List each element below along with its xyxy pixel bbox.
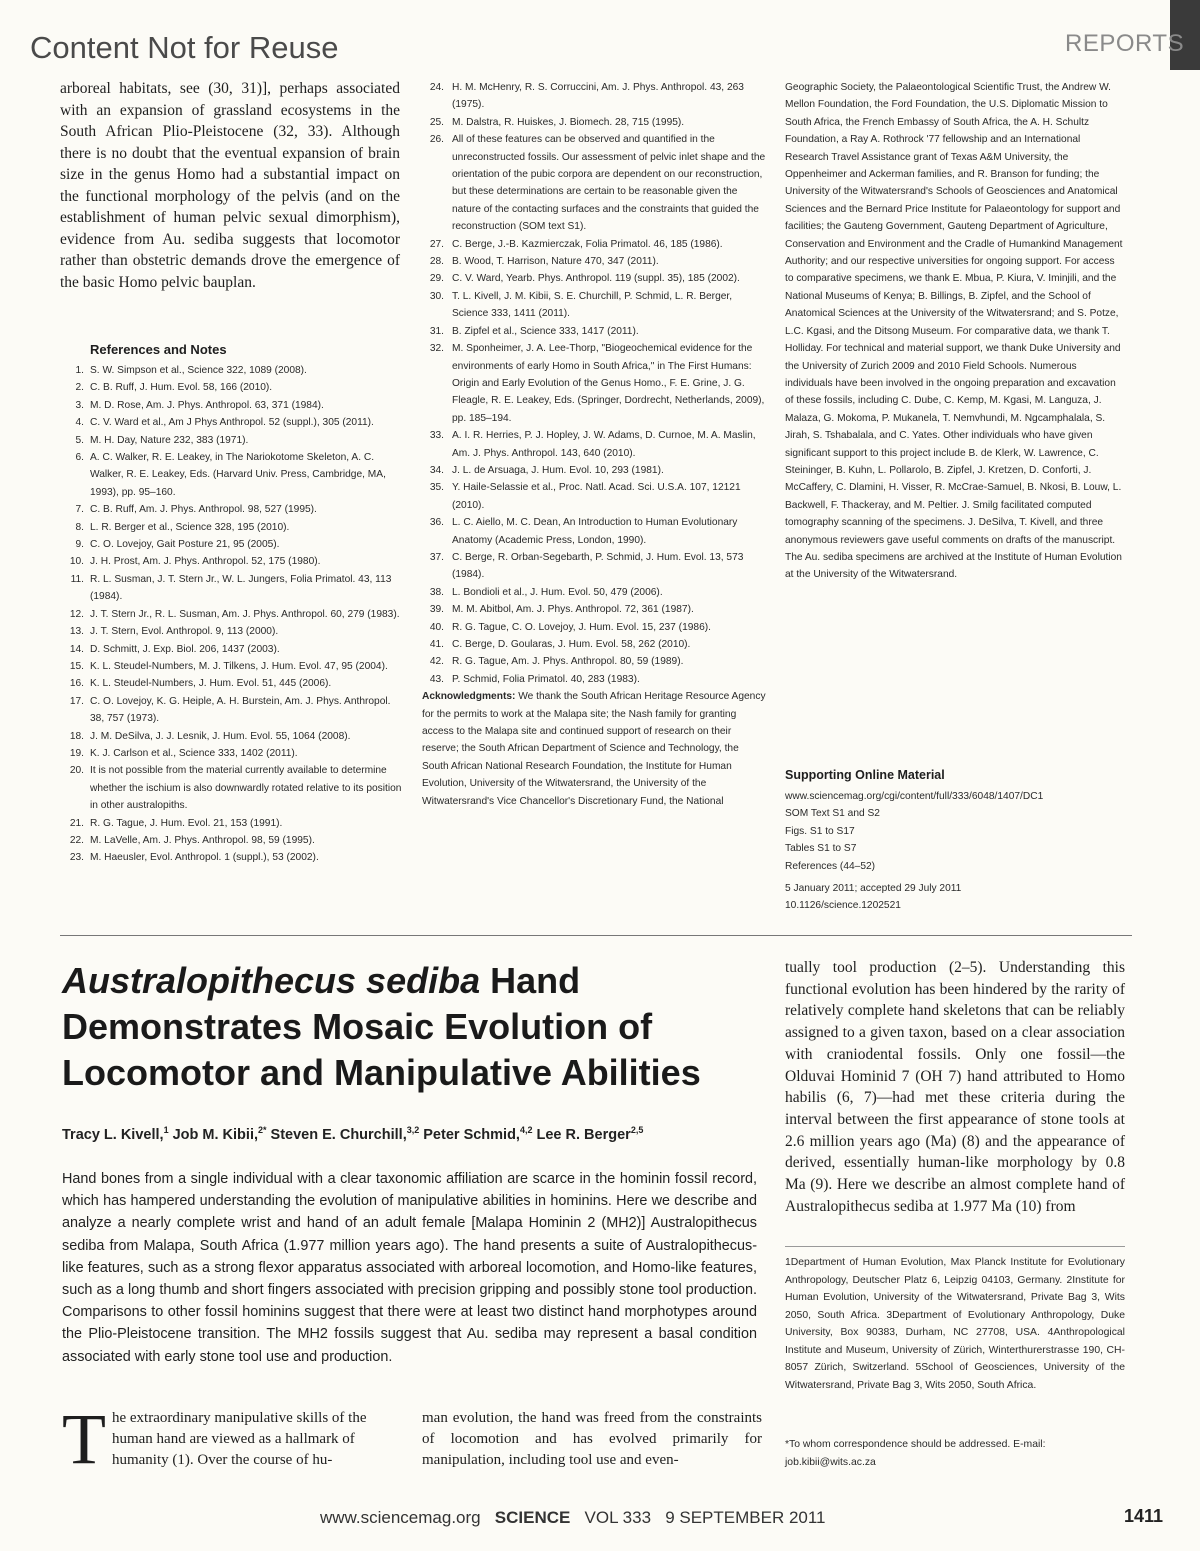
reference-item bbox=[62, 397, 402, 414]
reference-number: 9. bbox=[75, 539, 84, 551]
title-species: Australopithecus sediba bbox=[62, 960, 481, 1001]
reference-item bbox=[422, 549, 767, 584]
author-affil: 4,2 bbox=[519, 1125, 533, 1135]
footer-date: 9 SEPTEMBER 2011 bbox=[665, 1508, 826, 1527]
reference-item bbox=[422, 671, 767, 688]
author: Steven E. Churchill, bbox=[270, 1126, 407, 1143]
reference-number: 8. bbox=[75, 521, 84, 533]
reference-item bbox=[62, 623, 402, 640]
reference-text: R. G. Tague, Am. J. Phys. Anthropol. 80, 59 (1989). bbox=[452, 656, 684, 668]
title-rest: Hand Demonstrates Mosaic Evolution of Locomotor and Manipulative Abilities bbox=[62, 960, 701, 1093]
reference-item bbox=[422, 479, 767, 514]
footer-url[interactable]: www.sciencemag.org bbox=[320, 1508, 481, 1527]
acknowledgments bbox=[422, 688, 767, 810]
reference-text: C. B. Ruff, J. Hum. Evol. 58, 166 (2010). bbox=[90, 382, 273, 394]
reference-item bbox=[422, 514, 767, 549]
reference-number: 40. bbox=[429, 621, 444, 633]
reference-number: 12. bbox=[69, 608, 84, 620]
reference-item bbox=[422, 462, 767, 479]
reference-number: 39. bbox=[429, 604, 444, 616]
reference-number: 13. bbox=[69, 626, 84, 638]
som-list bbox=[785, 788, 1043, 875]
reference-number: 15. bbox=[69, 660, 84, 672]
som-heading: Supporting Online Material bbox=[785, 768, 945, 782]
page-footer bbox=[320, 1508, 826, 1528]
reference-item bbox=[422, 288, 767, 323]
reference-item bbox=[62, 553, 402, 570]
author: Lee R. Berger bbox=[536, 1126, 631, 1143]
reference-number: 34. bbox=[429, 464, 444, 476]
author-affil: 1 bbox=[163, 1125, 169, 1135]
reference-item bbox=[422, 653, 767, 670]
acknowledgments-label: Acknowledgments: bbox=[422, 691, 516, 703]
reference-item bbox=[62, 745, 402, 762]
references-list-col2 bbox=[422, 79, 767, 810]
author: Tracy L. Kivell, bbox=[62, 1126, 164, 1143]
reference-text: M. H. Day, Nature 232, 383 (1971). bbox=[90, 434, 249, 446]
footer-volume: VOL 333 bbox=[584, 1508, 652, 1527]
reference-text: C. Berge, D. Goularas, J. Hum. Evol. 58, 262 (2010). bbox=[452, 639, 691, 650]
previous-article-text: arboreal habitats, see (30, 31)], perhaps associated with an expansion of grassland ecosystems in the South African Plio-Pleistocene (32, 33). Although there is no doubt that the eventual expansion of brain size in the genus Homo had a substantial impact on the functional morphology of the pelvis (and on the establishment of human pelvic sexual dimorphism), evidence from Au. sediba suggests that locomotor rather than obstetric demands drove the emergence of the basic Homo pelvic bauplan. bbox=[60, 80, 400, 291]
reference-text: D. Schmitt, J. Exp. Biol. 206, 1437 (2003). bbox=[90, 643, 280, 655]
abstract: Hand bones from a single individual with a clear taxonomic affiliation are scarce in the hominin fossil record, which has hampered understanding the evolution of manipulative abilities in hominins. Here we describe and analyze a nearly complete wrist and hand of an adult female [Malapa Hominin 2 (MH2)] Australopithecus sediba from Malapa, South Africa (1.977 million years ago). The hand presents a suite of Australopithecus-like features, such as a strong flexor apparatus associated with arboreal locomotion, and Homo-like features, such as a long thumb and short fingers associated with precision gripping and possibly stone tool production. Comparisons to other fossil hominins suggest that there were at least two distinct hand morphotypes around the Plio-Pleistocene transition. The MH2 fossils suggest that Au. sediba may represent a basal condition associated with early stone tool use and production. bbox=[62, 1171, 757, 1365]
author-affil: 2* bbox=[258, 1125, 267, 1135]
reference-number: 29. bbox=[429, 273, 444, 285]
reference-text: M. M. Abitbol, Am. J. Phys. Anthropol. 72, 361 (1987). bbox=[452, 604, 694, 616]
received-accepted: 5 January 2011; accepted 29 July 2011 bbox=[785, 883, 962, 894]
reference-item bbox=[62, 849, 402, 866]
reference-number: 10. bbox=[69, 556, 84, 568]
reference-text: J. H. Prost, Am. J. Phys. Anthropol. 52, 175 (1980). bbox=[90, 556, 321, 568]
reference-item bbox=[62, 519, 402, 536]
reference-item bbox=[422, 340, 767, 427]
reference-text: B. Zipfel et al., Science 333, 1417 (2011). bbox=[452, 325, 639, 337]
reference-text: J. M. DeSilva, J. J. Lesnik, J. Hum. Evol. 55, 1064 (2008). bbox=[90, 730, 351, 742]
reference-text: It is not possible from the material currently available to determine whether the ischium is also downwardly rotated relative to its position in other australopiths. bbox=[90, 765, 402, 812]
reference-text: H. M. McHenry, R. S. Corruccini, Am. J. Phys. Anthropol. 43, 263 (1975). bbox=[452, 82, 744, 111]
reference-number: 31. bbox=[429, 325, 444, 337]
reference-item bbox=[62, 432, 402, 449]
author-list bbox=[62, 1125, 643, 1143]
article-divider bbox=[60, 935, 1132, 936]
reference-item bbox=[62, 728, 402, 745]
reference-number: 6. bbox=[75, 452, 84, 464]
references-list-col1 bbox=[62, 362, 402, 867]
reference-item bbox=[62, 675, 402, 692]
reference-text: J. L. de Arsuaga, J. Hum. Evol. 10, 293 (1981). bbox=[452, 464, 664, 476]
reference-text: C. Berge, R. Orban-Segebarth, P. Schmid, J. Hum. Evol. 13, 573 (1984). bbox=[452, 551, 744, 581]
reference-number: 37. bbox=[429, 551, 444, 563]
reference-number: 36. bbox=[429, 517, 444, 529]
reference-item bbox=[62, 362, 402, 379]
reference-text: C. Berge, J.-B. Kazmierczak, Folia Primatol. 46, 185 (1986). bbox=[452, 238, 723, 250]
reference-number: 28. bbox=[429, 256, 444, 268]
doi: 10.1126/science.1202521 bbox=[785, 900, 901, 912]
reference-item bbox=[62, 693, 402, 728]
intro-text-1: he extraordinary manipulative skills of the human hand are viewed as a hallmark of humanity (1). Over the course of hu- bbox=[111, 1410, 367, 1468]
reference-text: M. Dalstra, R. Huiskes, J. Biomech. 28, 715 (1995). bbox=[452, 116, 685, 128]
reference-item bbox=[422, 114, 767, 131]
reference-item bbox=[422, 270, 767, 287]
reference-number: 5. bbox=[75, 434, 84, 446]
acknowledgments-text-1: We thank the South African Heritage Resource Agency for the permits to work at the Malapa site; the Nash family for granting access to the Malapa site and continued support of research on their reserve; the South African Department of Science and Technology, the South African National Research Foundation, the Institute for Human Evolution, University of the Witwatersrand, the University of the Witwatersrand's Vice Chancellor's Discretionary Fund, the National bbox=[422, 691, 766, 807]
reference-item bbox=[422, 253, 767, 270]
drop-cap: T bbox=[62, 1399, 106, 1479]
reference-text: B. Wood, T. Harrison, Nature 470, 347 (2011). bbox=[452, 256, 659, 268]
reference-text: C. B. Ruff, Am. J. Phys. Anthropol. 98, 527 (1995). bbox=[90, 504, 317, 516]
reference-number: 1. bbox=[75, 365, 84, 376]
reference-item bbox=[62, 832, 402, 849]
reference-text: M. Haeusler, Evol. Anthropol. 1 (suppl.), 53 (2002). bbox=[90, 852, 319, 864]
reference-number: 4. bbox=[75, 417, 84, 429]
reference-item bbox=[62, 762, 402, 814]
reference-item bbox=[422, 584, 767, 601]
reference-text: C. V. Ward et al., Am J Phys Anthropol. 52 (suppl.), 305 (2011). bbox=[90, 417, 374, 429]
reference-text: A. I. R. Herries, P. J. Hopley, J. W. Adams, D. Curnoe, M. A. Maslin, Am. J. Phys. Anthropol. 143, 640 (2010). bbox=[452, 430, 756, 459]
reference-item bbox=[62, 571, 402, 606]
reference-item bbox=[62, 501, 402, 518]
reference-text: K. L. Steudel-Numbers, M. J. Tilkens, J. Hum. Evol. 47, 95 (2004). bbox=[90, 660, 388, 672]
reference-number: 33. bbox=[429, 430, 444, 442]
reference-number: 27. bbox=[429, 238, 444, 250]
reference-item bbox=[422, 636, 767, 653]
intro-col3: tually tool production (2–5). Understanding this functional evolution has been hindered by the rarity of relatively complete hand skeletons that can be reliably assigned to a given taxon, based on a clear association with craniodental fossils. Only one fossil—the Olduvai Hominid 7 (OH 7) hand attributed to Homo habilis (6, 7)—had met these criteria during the interval between the first appearance of stone tools at 2.6 million years ago (Ma) (8) and the appearance of derived, essentially human-like morphology by 0.8 Ma (9). Here we describe an almost complete hand of Australopithecus sediba at 1.977 Ma (10) from bbox=[785, 959, 1125, 1215]
reference-text: M. LaVelle, Am. J. Phys. Anthropol. 98, 59 (1995). bbox=[90, 834, 315, 846]
author-affil: 3,2 bbox=[406, 1125, 420, 1135]
reference-item bbox=[422, 236, 767, 253]
author: Peter Schmid, bbox=[423, 1126, 520, 1143]
reference-item bbox=[62, 414, 402, 431]
author-affil: 2,5 bbox=[630, 1125, 644, 1135]
watermark-header: Content Not for Reuse bbox=[30, 30, 339, 65]
correspondence: *To whom correspondence should be addressed. E-mail: job.kibii@wits.ac.za bbox=[785, 1439, 1046, 1468]
reference-number: 30. bbox=[429, 290, 444, 302]
reference-text: K. J. Carlson et al., Science 333, 1402 (2011). bbox=[90, 747, 298, 759]
reference-text: R. G. Tague, J. Hum. Evol. 21, 153 (1991). bbox=[90, 817, 283, 829]
reference-number: 16. bbox=[69, 678, 84, 690]
reference-number: 11. bbox=[70, 573, 84, 585]
reference-text: C. O. Lovejoy, K. G. Heiple, A. H. Burstein, Am. J. Phys. Anthropol. 38, 757 (1973). bbox=[90, 695, 391, 725]
reference-number: 2. bbox=[75, 382, 84, 394]
intro-col2: man evolution, the hand was freed from the constraints of locomotion and has evolved primarily for manipulation, including tool use and even- bbox=[422, 1410, 762, 1468]
reference-text: R. G. Tague, C. O. Lovejoy, J. Hum. Evol. 15, 237 (1986). bbox=[452, 621, 711, 633]
footer-journal: SCIENCE bbox=[494, 1508, 571, 1527]
reference-text: A. C. Walker, R. E. Leakey, in The Nariokotome Skeleton, A. C. Walker, R. E. Leakey, Eds. (Harvard Univ. Press, Cambridge, MA, 1993), pp. 95–160. bbox=[90, 452, 386, 498]
reference-number: 35. bbox=[429, 482, 444, 494]
references-heading: References and Notes bbox=[90, 342, 227, 357]
reference-number: 20. bbox=[69, 765, 84, 777]
som-item: Tables S1 to S7 bbox=[785, 843, 857, 855]
reference-text: M. Sponheimer, J. A. Lee-Thorp, "Biogeochemical evidence for the environments of early Homo in South Africa," in The First Humans: Origin and Early Evolution of the Genus Homo., F. E. Grine, J. G. Fleagle, R. E. Leakey, Eds. (Springer, Dordrecht, Netherlands, 2009), pp. 185–194. bbox=[452, 343, 765, 424]
acknowledgments-text-2: Geographic Society, the Palaeontological Scientific Trust, the Andrew W. Mellon Foundation, the Ford Foundation, the U.S. Diplomatic Mission to South Africa, the French Embassy of South Africa, the A. H. Schultz Foundation, a Ray A. Rothrock '77 fellowship and an International Research Travel Assistance grant of Texas A&M University, the Oppenheimer and Ackerman families, and R. Branson for funding; the University of the Witwatersrand's Schools of Geosciences and Anatomical Sciences and the Bernard Price Institute for Palaeontology for support and facilities; the Gauteng Government, Gauteng Department of Agriculture, Conservation and Environment and the Cradle of Humankind Management Authority; and our respective universities for ongoing support. For access to comparative specimens, we thank E. Mbua, P. Kiura, V. Iminjili, and the National Museums of Kenya; B. Billings, B. Zipfel, and the School of Anatomical Sciences at the University of the Witwatersrand; and S. Potze, L.C. Kgasi, and the Ditsong Museum. For comparative data, we thank T. Holliday. For technical and material support, we thank Duke University and the University of Zurich 2009 and 2010 Field Schools. Numerous individuals have been involved in the ongoing preparation and excavation of these fossils, including C. Dube, C. Kemp, M. Kgasi, M. Languza, J. Malaza, G. Mokoma, P. Mukanela, T. Nemvhundi, M. Ngcamphalala, S. Jirah, S. Tshabalala, and C. Yates. Other individuals who have given significant support to this project include B. de Klerk, W. Lawrence, C. Steininger, B. Kuhn, L. Pollarolo, B. Zipfel, J. Kretzen, D. Conforti, J. McCaffery, C. Dlamini, H. Visser, R. McCrae-Samuel, B. Nkosi, B. Louw, L. Backwell, F. Thackeray, and M. Peltier. J. Smilg facilitated computed tomography scanning of the specimens. J. DeSilva, T. Kivell, and three anonymous reviewers gave useful comments on drafts of the manuscript. The Au. sediba specimens are archived at the Institute of Human Evolution at the University of the Witwatersrand. bbox=[785, 82, 1123, 581]
reference-number: 26. bbox=[429, 134, 444, 146]
reference-number: 38. bbox=[429, 586, 444, 598]
reference-number: 17. bbox=[69, 695, 84, 707]
reference-text: T. L. Kivell, J. M. Kibii, S. E. Churchill, P. Schmid, L. R. Berger, Science 333, 1411 (2011). bbox=[452, 290, 733, 320]
reference-number: 24. bbox=[429, 82, 444, 93]
som-item: References (44–52) bbox=[785, 860, 876, 872]
reference-item bbox=[422, 323, 767, 340]
reference-text: S. W. Simpson et al., Science 322, 1089 (2008). bbox=[90, 365, 307, 376]
reference-text: J. T. Stern Jr., R. L. Susman, Am. J. Phys. Anthropol. 60, 279 (1983). bbox=[90, 608, 400, 620]
reference-item bbox=[62, 815, 402, 832]
reference-number: 25. bbox=[429, 116, 444, 128]
reference-number: 7. bbox=[75, 504, 84, 516]
reference-number: 23. bbox=[69, 852, 84, 864]
reference-text: Y. Haile-Selassie et al., Proc. Natl. Acad. Sci. U.S.A. 107, 12121 (2010). bbox=[452, 482, 741, 511]
reference-item bbox=[62, 658, 402, 675]
reference-item bbox=[62, 606, 402, 623]
reference-text: R. L. Susman, J. T. Stern Jr., W. L. Jungers, Folia Primatol. 43, 113 (1984). bbox=[90, 573, 392, 603]
reference-item bbox=[62, 379, 402, 396]
reference-number: 21. bbox=[69, 817, 84, 829]
reference-item bbox=[62, 449, 402, 501]
affiliations: 1Department of Human Evolution, Max Planck Institute for Evolutionary Anthropology, Deutscher Platz 6, Leipzig 04103, Germany. 2Institute for Human Evolution, University of the Witwatersrand, Private Bag 3, Wits 2050, South Africa. 3Department of Evolutionary Anthropology, Duke University, Box 90383, Durham, NC 27708, USA. 4Anthropological Institute and Museum, University of Zürich, Winterthurerstrasse 190, CH-8057 Zürich, Switzerland. 5School of Geosciences, University of the Witwatersrand, Private Bag 3, Wits 2050, South Africa. bbox=[785, 1257, 1125, 1391]
reference-item bbox=[62, 536, 402, 553]
reference-item bbox=[422, 79, 767, 114]
som-item: SOM Text S1 and S2 bbox=[785, 808, 880, 820]
reference-number: 14. bbox=[69, 643, 84, 655]
reference-number: 42. bbox=[429, 656, 444, 668]
reference-text: C. O. Lovejoy, Gait Posture 21, 95 (2005). bbox=[90, 539, 280, 551]
reference-text: J. T. Stern, Evol. Anthropol. 9, 113 (2000). bbox=[90, 626, 279, 638]
reference-text: L. Bondioli et al., J. Hum. Evol. 50, 479 (2006). bbox=[452, 586, 663, 598]
reference-item bbox=[422, 601, 767, 618]
reference-item bbox=[422, 427, 767, 462]
reference-text: C. V. Ward, Yearb. Phys. Anthropol. 119 (suppl. 35), 185 (2002). bbox=[452, 273, 740, 285]
reference-text: M. D. Rose, Am. J. Phys. Anthropol. 63, 371 (1984). bbox=[90, 399, 324, 411]
article-title bbox=[62, 958, 762, 1096]
reference-item bbox=[422, 619, 767, 636]
reference-number: 18. bbox=[69, 730, 84, 742]
reference-text: K. L. Steudel-Numbers, J. Hum. Evol. 51, 445 (2006). bbox=[90, 678, 332, 690]
som-url[interactable]: www.sciencemag.org/cgi/content/full/333/6048/1407/DC1 bbox=[785, 791, 1044, 802]
reference-number: 19. bbox=[69, 747, 84, 759]
intro-col1 bbox=[62, 1399, 402, 1479]
reference-number: 41. bbox=[429, 639, 444, 650]
section-header: REPORTS bbox=[1065, 30, 1185, 57]
reference-number: 32. bbox=[429, 343, 444, 355]
reference-item bbox=[422, 131, 767, 235]
reference-item bbox=[62, 641, 402, 658]
affiliation-divider bbox=[785, 1246, 1125, 1247]
page-number: 1411 bbox=[1124, 1506, 1164, 1526]
reference-text: L. C. Aiello, M. C. Dean, An Introduction to Human Evolutionary Anatomy (Academic Press, London, 1990). bbox=[452, 517, 738, 546]
submission-dates bbox=[785, 880, 961, 915]
reference-number: 3. bbox=[75, 399, 84, 411]
reference-text: L. R. Berger et al., Science 328, 195 (2010). bbox=[90, 521, 290, 533]
author: Job M. Kibii, bbox=[172, 1126, 258, 1143]
reference-number: 22. bbox=[69, 834, 84, 846]
reference-text: P. Schmid, Folia Primatol. 40, 283 (1983). bbox=[452, 673, 640, 685]
som-item: Figs. S1 to S17 bbox=[785, 825, 855, 837]
reference-text: All of these features can be observed and quantified in the unreconstructed fossils. Our assessment of pelvic inlet shape and the orientation of the pubic corpora are dependent on our reconstruction, but these determinations are certain to be reasonable given the nature of the contacting surfaces and the constraints that guided the reconstruction (SOM text S1). bbox=[452, 134, 766, 233]
reference-number: 43. bbox=[429, 673, 444, 685]
